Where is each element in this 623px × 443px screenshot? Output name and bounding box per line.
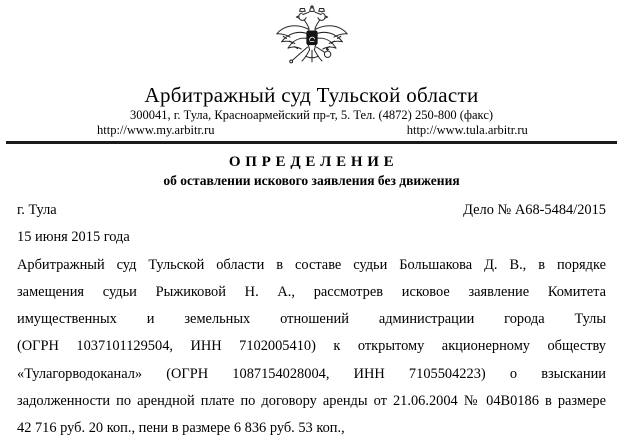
court-url-my-arbitr: http://www.my.arbitr.ru bbox=[0, 123, 312, 137]
document-body bbox=[0, 197, 623, 443]
case-row bbox=[17, 197, 606, 224]
document-subtitle: об оставлении искового заявления без движения bbox=[0, 173, 623, 188]
body-line: имущественных и земельных отношений администрации города Тулы bbox=[17, 306, 606, 333]
russia-coat-of-arms-icon bbox=[272, 4, 352, 78]
body-line: Арбитражный суд Тульской области в составе судьи Большакова Д. В., в порядке bbox=[17, 252, 606, 279]
city-label: г. Тула bbox=[17, 197, 57, 224]
court-urls-row bbox=[0, 123, 623, 137]
body-line: (ОГРН 1037101129504, ИНН 7102005410) к открытому акционерному обществу bbox=[17, 333, 606, 360]
document-title: О П Р Е Д Е Л Е Н И Е bbox=[0, 154, 623, 171]
court-name: Арбитражный суд Тульской области bbox=[0, 84, 623, 107]
case-number: Дело № А68-5484/2015 bbox=[463, 197, 606, 224]
body-line: «Тулагорводоканал» (ОГРН 1087154028004, ИНН 7105504223) о взыскании bbox=[17, 361, 606, 388]
body-line: задолженности по арендной плате по договору аренды от 21.06.2004 № 04В0186 в размере bbox=[17, 388, 606, 415]
body-line: 42 716 руб. 20 коп., пени в размере 6 836 руб. 53 коп., bbox=[17, 415, 606, 442]
document-date: 15 июня 2015 года bbox=[17, 224, 606, 251]
header-divider bbox=[6, 141, 617, 144]
court-address: 300041, г. Тула, Красноармейский пр-т, 5. Тел. (4872) 250-800 (факс) bbox=[0, 108, 623, 122]
emblem-row bbox=[0, 0, 623, 78]
court-url-tula-arbitr: http://www.tula.arbitr.ru bbox=[312, 123, 623, 137]
body-line: замещения судьи Рыжиковой Н. А., рассмотрев исковое заявление Комитета bbox=[17, 279, 606, 306]
